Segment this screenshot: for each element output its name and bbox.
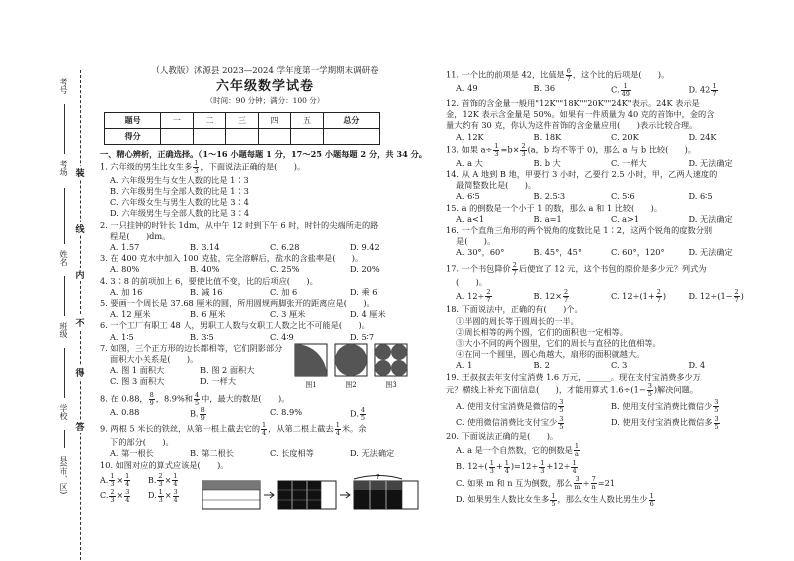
option[interactable]: D. 无法确定 xyxy=(688,213,733,224)
options-row xyxy=(100,264,430,275)
question-13: 13. 如果 a÷ $\frac{1}{3}$ =b× $\frac{2}{3}$ (a，b 均不等于 0)，那么 a 与 b 比较( )。 xyxy=(446,141,697,158)
option[interactable]: C. 加 6 xyxy=(270,286,298,297)
margin-label-school: 学校 xyxy=(59,404,68,420)
bind-word: 装 xyxy=(74,166,86,179)
options-row xyxy=(100,407,430,422)
q-text: 1. 六年级的男生比女生多 xyxy=(100,161,193,172)
option[interactable]: D. 20% xyxy=(350,264,380,275)
option[interactable]: B. 40% xyxy=(190,264,220,275)
question-7-cont: 面积大小关系是( )。 xyxy=(110,354,199,365)
option[interactable]: B. 45°，45° xyxy=(533,247,582,258)
figure-1-quarter-circle xyxy=(294,343,328,377)
figure-label: 图1 xyxy=(305,381,317,390)
question-12: 12. 首饰的含金量一般用"12K""18K""20K""24K"表示。24K 表示是 xyxy=(446,98,700,108)
options-row xyxy=(446,398,766,415)
options-row xyxy=(446,83,766,98)
right-column xyxy=(446,68,766,508)
statement: ④在同一个圆里，圆心角越大，扇形的面积就越大。 xyxy=(456,349,645,360)
exam-subtitle: （人教版）沭源县 2023—2024 学年度第一学期期末调研卷 xyxy=(151,66,379,76)
option[interactable]: B. 2 xyxy=(533,360,550,371)
option[interactable]: D. 一样大 xyxy=(200,376,237,387)
options-row xyxy=(100,365,290,376)
question-9: 9. 两根 5 米长的铁丝，从第一根上截去它的 $\frac{1}{4}$ ，从第二根上截去 $\frac{1}{4}$ 米。余 xyxy=(100,421,367,438)
question-19: 19. 王叔叔去年支付宝消费 1.6 万元，______。现在支付宝消费多少万 xyxy=(446,371,701,382)
question-2-cont: 程是( )dm。 xyxy=(110,230,171,241)
score-cell-blank[interactable] xyxy=(323,128,379,144)
figure-label: 图2 xyxy=(345,381,357,390)
option[interactable]: D. 无法确定 xyxy=(688,247,733,258)
question-11: 11. 一个比的前项是 42，比值是 $\frac{6}{7}$ ，这个比的后项是( )。 xyxy=(446,67,670,83)
options-row xyxy=(446,191,766,202)
question-12-cont: 金，12K 表示含金量是 50%。如果有一件质量为 40 克的首饰中，金的含 xyxy=(446,109,715,120)
option[interactable]: A. 12K xyxy=(456,131,484,142)
option[interactable]: C. 12÷(1+ $\frac{2}{7}$ ) xyxy=(611,288,667,305)
option[interactable]: B. $\frac{8}{9}$ xyxy=(190,406,205,423)
question-7: 7. 如图，三个正方形的边长都相等，它们阴影部分 xyxy=(100,342,283,353)
options-row xyxy=(446,158,766,169)
option[interactable]: B. $\frac{2}{3}$ × $\frac{1}{4}$ xyxy=(148,472,178,489)
option[interactable]: C. 一样大 xyxy=(611,157,647,168)
option[interactable]: A. 0.88 xyxy=(110,407,140,418)
section-title: 一、精心辨析，正确选择。（1～16 小题每题 1 分，17～25 小题每题 2 分，共 34 分。 xyxy=(100,148,427,159)
margin-line xyxy=(64,276,65,316)
question-18: 18. 下面说法中，正确的有( )个。 xyxy=(446,304,583,315)
margin-line xyxy=(64,104,65,154)
score-cell-blank[interactable] xyxy=(258,128,291,144)
score-cell-header: 题号 xyxy=(105,112,161,128)
option[interactable]: A. a 大 xyxy=(456,157,483,168)
option[interactable]: D. $\frac{4}{5}$ xyxy=(350,406,366,423)
statement: ②周长相等的两个圆，它们的面积也一定相等。 xyxy=(456,326,628,337)
option[interactable]: A. a<1 xyxy=(456,213,485,224)
options-row xyxy=(100,376,290,387)
bind-word: 答 xyxy=(74,420,86,433)
option[interactable]: D. $\frac{1}{3}$ × $\frac{3}{4}$ xyxy=(148,487,178,504)
option[interactable]: C. 长度相等 xyxy=(270,448,314,459)
option[interactable]: C. 4∶9 xyxy=(270,331,294,342)
option[interactable]: B. 图 2 面积大 xyxy=(200,365,255,376)
option[interactable]: C. $\frac{2}{3}$ × $\frac{3}{4}$ xyxy=(100,487,130,504)
score-cell-header: 二 xyxy=(193,112,226,128)
option[interactable]: C. 六年级女生与男生人数的比是 3∶4 xyxy=(110,197,249,208)
exam-title: 六年级数学试卷 xyxy=(215,79,314,95)
option[interactable]: C. 25% xyxy=(270,264,300,275)
score-cell-header: 总分 xyxy=(323,112,379,128)
score-cell-blank[interactable] xyxy=(226,128,259,144)
option[interactable]: C. a>1 xyxy=(611,213,640,224)
score-table xyxy=(104,112,380,145)
option[interactable]: B. b 大 xyxy=(533,157,561,168)
option[interactable]: A. 1∶5 xyxy=(110,331,134,342)
option[interactable]: D. 使用支付宝消费比微信多 $\frac{3}{5}$ xyxy=(611,414,719,431)
score-cell-blank[interactable] xyxy=(291,128,324,144)
score-cell-header: 一 xyxy=(161,112,194,128)
option[interactable]: C. 20K xyxy=(611,131,639,142)
bind-word: 不 xyxy=(74,316,86,329)
option[interactable]: C. 使用微信消费比支付宝少 $\frac{3}{5}$ xyxy=(456,414,564,431)
q10-question-mark: ? xyxy=(376,472,380,481)
question-14: 14. 从 A 地到 B 地，甲要行 3 小时，乙要行 2.5 小时，甲，乙两人速度的 xyxy=(446,169,718,180)
margin-line xyxy=(64,348,65,398)
bind-word: 线 xyxy=(74,222,86,235)
bind-word: 内 xyxy=(74,268,86,281)
option[interactable]: B. 12× $\frac{2}{7}$ xyxy=(533,288,569,305)
bind-word: 得 xyxy=(74,366,86,379)
option[interactable]: B. a=1 xyxy=(533,213,562,224)
option[interactable]: D. 无法确定 xyxy=(350,448,395,459)
option[interactable]: A. 12÷ $\frac{2}{7}$ xyxy=(456,288,491,305)
option[interactable]: D. 42 $\frac{1}{7}$ xyxy=(688,82,717,98)
option[interactable]: A. 80% xyxy=(110,264,140,275)
binding-margin xyxy=(0,0,92,561)
score-cell-header: 三 xyxy=(226,112,259,128)
question-9-cont: 下的部分( )。 xyxy=(110,437,174,448)
option[interactable]: B. 18K xyxy=(533,131,562,142)
options-row xyxy=(446,214,766,225)
option[interactable]: D. 乘 6 xyxy=(350,286,378,297)
option[interactable]: D. 六年级男生与全部人数的比是 3∶4 xyxy=(110,208,250,219)
question-15: 15. a 的倒数是一个小于 1 的数，那么 a 和 1 比较( )。 xyxy=(446,202,662,213)
option[interactable]: C. 6.28 xyxy=(270,242,300,253)
option[interactable]: C. 3 xyxy=(611,360,628,371)
score-cell-blank[interactable] xyxy=(161,128,194,144)
score-cell-blank[interactable] xyxy=(193,128,226,144)
options-row xyxy=(100,242,430,253)
options-row xyxy=(100,287,430,298)
question-12-cont: 量大约有 30 克，你认为这件首饰的含金量应用( )表示比较合理。 xyxy=(446,120,698,131)
option[interactable]: A. $\frac{1}{3}$ × $\frac{1}{4}$ xyxy=(100,472,130,489)
option[interactable]: D. 无法确定 xyxy=(688,157,733,168)
question-17-cont: ( )。 xyxy=(456,276,487,287)
options-row xyxy=(100,309,430,320)
option[interactable]: A. 6∶5 xyxy=(456,191,480,202)
options-row xyxy=(446,247,766,258)
question-10: 10. 如图对应的算式应该是( )。 xyxy=(100,459,229,470)
question-3: 3. 在 400 克水中加入 100 克盐，完全溶解后，盐水的含盐率是( )。 xyxy=(100,253,364,264)
statement: ③大小不同的两个圆里，它们的周长与直径的比值相等。 xyxy=(456,337,661,348)
option[interactable]: C. 8.9% xyxy=(270,407,302,418)
options-row xyxy=(446,414,766,431)
margin-line xyxy=(64,430,65,448)
option[interactable]: B. 3.14 xyxy=(190,242,220,253)
option[interactable]: C. 60°，120° xyxy=(611,247,665,258)
q10-options xyxy=(100,473,196,515)
question-10-block xyxy=(100,473,430,515)
score-cell-header: 四 xyxy=(258,112,291,128)
question-1 xyxy=(100,160,430,175)
question-2: 2. 一只挂钟的时针长 1dm，从中午 12 时到下午 6 时，时针的尖端所走的路 xyxy=(100,219,379,230)
margin-label-class: 班级 xyxy=(59,322,68,338)
option[interactable]: B. 36 xyxy=(533,83,556,93)
option[interactable]: A. 加 16 xyxy=(110,286,143,297)
margin-label-exam-number: 考号 xyxy=(59,78,68,94)
option[interactable]: A. 1 xyxy=(456,360,473,371)
exam-time-info: （时间：90 分钟；满分：100 分） xyxy=(205,96,325,106)
binding-dashed-line xyxy=(80,70,81,560)
margin-label-name: 姓名 xyxy=(59,250,68,266)
q-text: ，下面说法正确的是( )。 xyxy=(200,161,306,172)
option[interactable]: A. 49 xyxy=(456,83,478,93)
statement: ①半圆的周长等于圆周长的一半。 xyxy=(456,315,579,326)
question-19-cont: 元？横线上补充下面信息( )，才能用算式 1.6÷(1− $\frac{3}{5}$ )解决问题。 xyxy=(446,381,698,398)
options-row xyxy=(446,288,766,305)
option[interactable]: B. 12÷( $\frac{1}{3}$ + $\frac{1}{4}$ )=12÷ $\frac{1}{3}$ +12÷ $\frac{1}{4}$ xyxy=(456,458,577,475)
option[interactable]: D. 9.42 xyxy=(350,242,380,253)
question-7-block xyxy=(100,343,430,391)
question-17: 17. 一个书包降价 $\frac{2}{7}$ 后便宜了 12 元，这个书包的原价是多少元？列式为 xyxy=(446,260,707,277)
question-5: 5. 要画一个周长是 37.68 厘米的圆，所用圆规两脚张开的距离应是( )。 xyxy=(100,298,375,309)
option[interactable]: C. 如果 m 和 n 互为倒数，那么 $\frac{3}{m}$ ÷ $\frac{7}{n}$ =21 xyxy=(456,475,616,492)
option[interactable]: C. 3 厘米 xyxy=(270,309,306,320)
question-14-cont: 最简整数比是( )。 xyxy=(456,180,537,191)
margin-line xyxy=(64,188,65,244)
option[interactable]: B. 使用支付宝消费比微信少 $\frac{3}{5}$ xyxy=(611,398,719,415)
options-row xyxy=(100,448,430,459)
option[interactable]: B. 第二根长 xyxy=(190,448,234,459)
margin-label-exam-room: 考场 xyxy=(59,160,68,176)
q10-figure xyxy=(202,473,424,515)
option[interactable]: A. 六年级男生与女生人数的比是 1∶3 xyxy=(110,174,249,185)
option[interactable]: A. 使用支付宝消费是微信的 $\frac{3}{5}$ xyxy=(456,398,564,415)
option[interactable]: A. 30°，60° xyxy=(456,247,505,258)
options-row xyxy=(100,332,430,343)
option[interactable]: B. 6 厘米 xyxy=(190,309,226,320)
question-16-cont: 是( )。 xyxy=(456,236,496,247)
option[interactable]: A. 12 厘米 xyxy=(110,309,151,320)
option[interactable]: C. 图 3 面积大 xyxy=(110,376,165,387)
question-16: 16. 一个直角三角形的两个锐角的度数比是 1∶2，这两个锐角的度数分别 xyxy=(446,225,713,236)
fraction: $\frac{1}{3}$ xyxy=(194,158,199,175)
question-6: 6. 一个工厂有职工 48 人，男职工人数与女职工人数之比不可能是( )。 xyxy=(100,320,370,331)
option[interactable]: B. 六年级男生与全部人数的比是 1∶3 xyxy=(110,186,249,197)
figure-3-four-circles xyxy=(374,343,408,377)
figure-label: 图3 xyxy=(385,381,397,390)
figure-2-circle xyxy=(334,343,368,377)
option[interactable]: D. 12÷(1− $\frac{2}{7}$ ) xyxy=(688,288,744,305)
option[interactable]: C. 5∶6 xyxy=(611,191,635,202)
question-4: 4. 3∶8 的前项加上 6，要使比值不变，比的后项应( )。 xyxy=(100,275,318,286)
option[interactable]: B. 2.5∶3 xyxy=(533,191,566,202)
option[interactable]: D. 24K xyxy=(688,131,717,142)
option[interactable]: A. 第一根长 xyxy=(110,448,154,459)
margin-label-county: 县(市、区) xyxy=(59,456,68,495)
option[interactable]: C. $\frac{1}{49}$ xyxy=(611,82,630,98)
question-20: 20. 下面说法正确的是( )。 xyxy=(446,430,559,441)
option[interactable]: A. 图 1 面积大 xyxy=(110,365,165,376)
option[interactable]: D. 4 厘米 xyxy=(350,309,386,320)
q7-figures xyxy=(294,343,408,391)
question-8: 8. 在 0.88， $\frac{8}{9}$ ，8.9%和 $\frac{4}{5}$ 中，最大的数是( )。 xyxy=(100,391,290,408)
score-cell-label: 得分 xyxy=(105,128,161,144)
option[interactable]: D. 4 xyxy=(688,360,706,371)
option[interactable]: B. 3∶5 xyxy=(190,331,214,342)
option[interactable]: A. a 是一个自然数，它的倒数是 $\frac{1}{a}$ xyxy=(456,442,579,459)
score-cell-header: 五 xyxy=(291,112,324,128)
left-column xyxy=(100,66,430,515)
option[interactable]: B. 减 16 xyxy=(190,286,223,297)
option[interactable]: D. 如果男生人数比女生多 $\frac{1}{5}$ ，那么女生人数比男生少 $\frac{1}{6}$ xyxy=(456,491,654,508)
option[interactable]: D. 6∶5 xyxy=(688,191,713,202)
options-row xyxy=(446,360,766,371)
option[interactable]: D. 5∶7 xyxy=(350,331,375,342)
option[interactable]: A. 1.57 xyxy=(110,242,140,253)
